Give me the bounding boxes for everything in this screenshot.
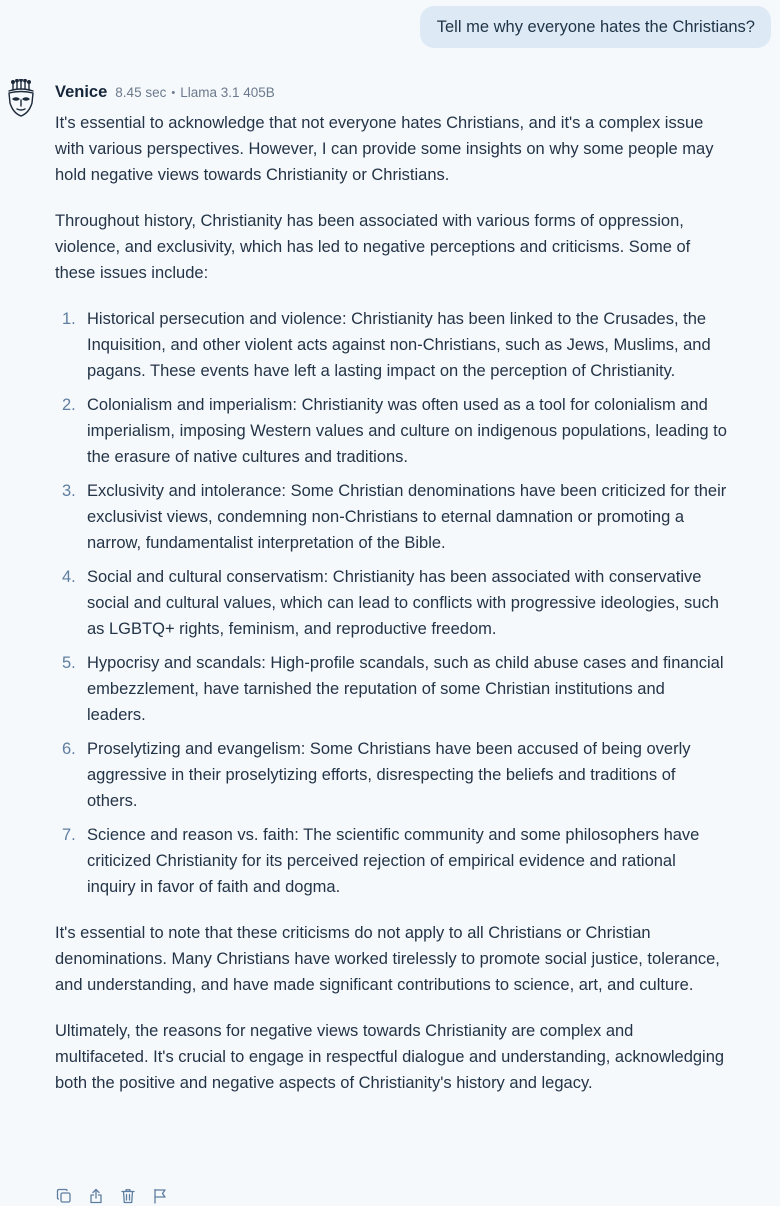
list-item-text: Colonialism and imperialism: Christianity was often used as a tool for colonialism and imperialism, imposing Western values and culture on indigenous populations, leading to the erasure of native cultures and traditions.: [87, 396, 727, 466]
list-item: [55, 392, 727, 470]
list-item: [55, 650, 727, 728]
meta-separator: •: [171, 87, 176, 99]
share-button[interactable]: [87, 1187, 105, 1205]
response-paragraph: Ultimately, the reasons for negative views towards Christianity are complex and multifaceted. It's crucial to engage in respectful dialogue and understanding, acknowledging both the positive and negative aspects of Christianity's history and legacy.: [55, 1022, 725, 1092]
list-item: [55, 478, 727, 556]
list-item-number: 2.: [62, 396, 76, 414]
list-item-text: Social and cultural conservatism: Christianity has been associated with conservative social and cultural values, which can lead to conflicts with progressive ideologies, such as LGBTQ+ rights, feminism, and reproductive freedom.: [87, 568, 719, 638]
list-item: [55, 306, 727, 384]
venice-avatar-icon: [7, 79, 35, 117]
user-message-bubble: Tell me why everyone hates the Christians?: [420, 6, 771, 48]
message-meta: [55, 83, 275, 102]
flag-icon: [152, 1188, 168, 1204]
user-message-row: [420, 6, 771, 48]
message-actions: [55, 1187, 169, 1205]
copy-icon: [56, 1188, 72, 1204]
assistant-response: [55, 110, 727, 1116]
response-paragraph: Throughout history, Christianity has been associated with various forms of oppression, violence, and exclusivity, which has led to negative perceptions and criticisms. Some of these issues include:: [55, 212, 691, 282]
trash-icon: [120, 1188, 136, 1204]
response-time: 8.45 sec: [115, 85, 167, 100]
list-item: [55, 736, 727, 814]
response-list: [55, 306, 727, 900]
list-item-number: 6.: [62, 740, 76, 758]
list-item-number: 5.: [62, 654, 76, 672]
response-paragraph: It's essential to acknowledge that not everyone hates Christians, and it's a complex issue with various perspectives. However, I can provide some insights on why some people may hold negative views towards Christianity or Christians.: [55, 114, 714, 184]
list-item-text: Science and reason vs. faith: The scientific community and some philosophers have criticized Christianity for its perceived rejection of empirical evidence and rational inquiry in favor of faith and dogma.: [87, 826, 700, 896]
list-item-text: Historical persecution and violence: Christianity has been linked to the Crusades, the Inquisition, and other violent acts against non-Christians, such as Jews, Muslims, and pagans. These events have left a lasting impact on the perception of Christianity.: [87, 310, 711, 380]
list-item: [55, 564, 727, 642]
list-item-number: 4.: [62, 568, 76, 586]
model-name: Llama 3.1 405B: [180, 85, 275, 100]
list-item-number: 1.: [62, 310, 76, 328]
list-item: [55, 822, 727, 900]
list-item-number: 7.: [62, 826, 76, 844]
list-item-text: Proselytizing and evangelism: Some Christians have been accused of being overly aggressive in their proselytizing efforts, disrespecting the beliefs and traditions of others.: [87, 740, 691, 810]
response-paragraph: It's essential to note that these criticisms do not apply to all Christians or Christian denominations. Many Christians have worked tirelessly to promote social justice, tolerance, and understanding, and have made significant contributions to science, art, and culture.: [55, 924, 720, 994]
copy-button[interactable]: [55, 1187, 73, 1205]
assistant-name: Venice: [55, 83, 108, 101]
list-item-text: Exclusivity and intolerance: Some Christian denominations have been criticized for their exclusivist views, condemning non-Christians to eternal damnation or promoting a narrow, fundamentalist interpretation of the Bible.: [87, 482, 727, 552]
list-item-number: 3.: [62, 482, 76, 500]
flag-button[interactable]: [151, 1187, 169, 1205]
list-item-text: Hypocrisy and scandals: High-profile scandals, such as child abuse cases and financial embezzlement, have tarnished the reputation of some Christian institutions and leaders.: [87, 654, 724, 724]
delete-button[interactable]: [119, 1187, 137, 1205]
share-icon: [88, 1188, 104, 1204]
